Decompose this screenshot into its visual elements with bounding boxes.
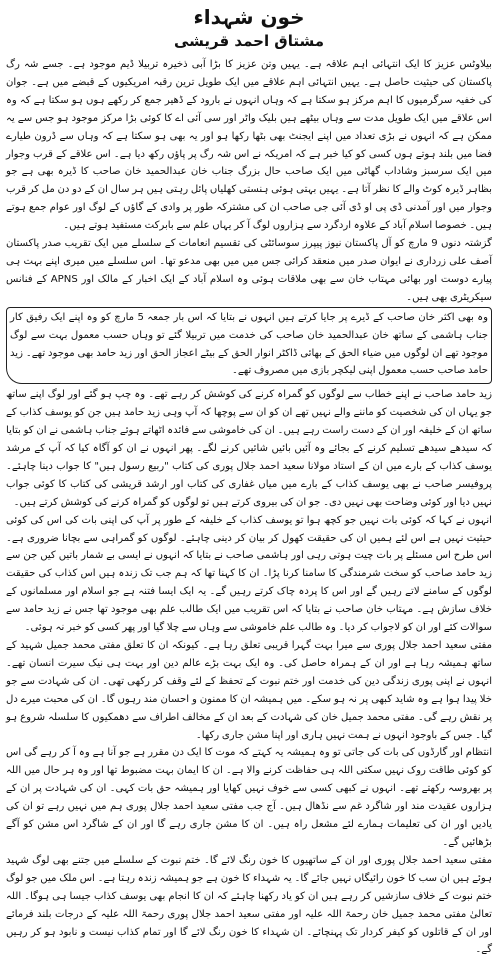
boxed-highlight	[6, 307, 492, 385]
article-title: خون شہداء	[193, 5, 305, 29]
paragraph-conclusion: مفتی سعید احمد جلال پوری اور ان کے ساتھیوں کا خون رنگ لائے گا۔ ختم نبوت کے سلسلے میں جتنے بھی لوگ شہید ہوئے ہیں ان سب کا خون رائیگاں نہیں جائے گا۔ یہ شہداء کا خون ہے جو ہمیشہ زندہ رہتا ہے۔ اس ملک میں جو لوگ ختم نبوت کے خلاف سازشیں کر رہے ہیں ان کو یاد رکھنا چاہئے کہ ان کا انجام بھی یوسف کذاب جیسا ہی ہوگا۔ اللہ تعالیٰ مفتی محمد جمیل خان رحمۃ اللہ علیہ اور مفتی سعید احمد جلال پوری رحمۃ اللہ علیہ کے درجات بلند فرمائے اور ان کے قاتلوں کو کیفر کردار تک پہنچائے۔ ان شہداء کا خون رنگ لائے گا اور تمام کذاب نیست و نابود ہو کر رہیں گے۔	[6, 854, 492, 956]
paragraph-exposure: انہوں نے کہا کہ کوئی بات نہیں جو کچھ ہوا تو یوسف کذاب کے خلیفہ کے طور پر آپ کی اپنی بات کی اس کی کوئی حیثیت نہیں ہے اس لئے ہمیں ان کی حقیقت کھول کر بیان کر دینی چاہئے۔ لوگوں کو گمراہی سے بچانا ضروری ہے۔ اس طرح اس مسئلے پر بات چیت ہوتی رہی اور ہاشمی صاحب نے بتایا کہ انہوں نے ایسی بے شمار باتیں کیں جن سے زید حامد صاحب کو سخت شرمندگی کا سامنا کرنا پڑا۔ ان کا کہنا تھا کہ ہم جب تک زندہ ہیں اس کذاب کی حقیقت لوگوں کے سامنے لاتے رہیں گے اور اس کا پردہ چاک کرتے رہیں گے۔ یہ ایک ایسا فتنہ ہے جو اسلام اور مسلمانوں کے خلاف سازش ہے۔ مہتاب خان صاحب نے بتایا کہ اس تقریب میں ایک طالب علم بھی موجود تھا جس نے زید حامد سے سوالات کئے اور ان کو لاجواب کر دیا۔ وہ طالب علم خاموشی سے وہاں سے چلا گیا اور پھر کسی کو خبر نہ ہوئی۔	[6, 514, 492, 634]
article-column	[6, 4, 492, 956]
paragraph-mufti-relationship: مفتی سعید احمد جلال پوری سے میرا بہت گہرا قریبی تعلق رہا ہے۔ کیونکہ ان کا تعلق مفتی محمد جمیل شہید کے ساتھ ہمیشہ رہا ہے اور ان کے ہمراہ حاصل کی۔ وہ ایک بہت بڑے عالم دین اور بہت ہی نیک سیرت انسان تھے۔ انہوں نے اپنی پوری زندگی دین کی خدمت اور ختم نبوت کے تحفظ کے لئے وقف کر رکھی تھی۔ ان کی شہادت سے جو خلا پیدا ہوا ہے وہ شاید کبھی پر نہ ہو سکے۔ میں ہمیشہ ان کا ممنون و احسان مند رہوں گا۔ ان کی محبت میرے دل پر نقش رہے گی۔ مفتی محمد جمیل خان کی شہادت کے بعد ان کے مخالف اطراف سے دھمکیوں کا سلسلہ شروع ہو گیا۔ جس کے باوجود انہوں نے ہمت نہیں ہاری اور اپنا مشن جاری رکھا۔	[6, 640, 492, 741]
paragraph-faith: انتظام اور گارڈوں کی بات کی جاتی تو وہ ہمیشہ یہ کہتے کہ موت کا ایک دن مقرر ہے جو آنا ہے وہ آ کر رہے گی اس کو کوئی طاقت روک نہیں سکتی اللہ ہی حفاظت کرنے والا ہے۔ ان کا ایمان بہت مضبوط تھا اور وہ ہر حال میں اللہ پر بھروسہ رکھتے تھے۔ انہوں نے کبھی کسی سے خوف نہیں کھایا اور ہمیشہ حق بات کہی۔ ان کی شہادت پر ان کے ہزاروں عقیدت مند اور شاگرد غم سے نڈھال ہیں۔ آج جب مفتی سعید احمد جلال پوری ہم میں نہیں رہے تو ان کی یادیں اور ان کی تعلیمات ہمارے لئے مشعل راہ ہیں۔ ان کا مشن جاری رہے گا اور ان کے شاگرد اس مشن کو آگے بڑھائیں گے۔	[6, 747, 492, 848]
paragraph-apns-event: گزشتہ دنوں 9 مارچ کو آل پاکستان نیوز پیپرز سوسائٹی کی تقسیم انعامات کے سلسلے میں ایک تقریب صدر پاکستان آصف علی زرداری نے ایوان صدر میں منعقد کرائی جس میں میں بھی مدعو تھا۔ اس سلسلے میں میری اپنے بہت ہی پیارے دوست اور بھائی مہتاب خان سے بھی ملاقات ہوئی وہ اسلام آباد کے ایک اخبار کے مالک اور APNS کے فنانس سیکریٹری بھی ہیں۔	[6, 238, 492, 303]
paragraph-boxed-account: وہ بھی اکثر خان صاحب کے ڈیرے پر جایا کرتے ہیں انہوں نے بتایا کہ اس بار جمعہ 5 مارچ کو وہ اپنے ایک رفیق کار جناب ہاشمی کے ساتھ خان عبدالحمید خان صاحب کی خدمت میں تربیلا گئے تو وہاں حسب معمول بہت سے لوگ موجود تھے ان لوگوں میں ضیاء الحق کے بھائی ڈاکٹر انوار الحق کے بیٹے اعجاز الحق اور زید حامد بھی موجود تھے۔ زید حامد صاحب حسب معمول اپنی لیکچر بازی میں مصروف تھے۔	[10, 311, 488, 377]
paragraph-discussion: زید حامد صاحب نے اپنے خطاب سے لوگوں کو گمراہ کرنے کی کوشش کر رہے تھے۔ وہ چپ ہو گئے اور لوگ اپنے ساتھ جو یہاں ان کی شخصیت کو ماننے والے نہیں تھے ان کو ان سے پوچھا کہ آپ وہی زید حامد ہیں جن کو یوسف کذاب کے ساتھ ان کے خلیفہ اور ان کے دست راست رہے ہیں۔ ان کی خاموشی سے فائدہ اٹھاتے ہوئے جناب ہاشمی نے ان کو بتایا کہ سیدھے سیدھے تسلیم کرنے کے بجائے وہ آئیں بائیں شائیں کرنے لگے۔ پھر انہوں نے ان کو آگاہ کیا کہ آپ کے مرشد یوسف کذاب کے بارے میں ان کے استاد مولانا سعید احمد جلال پوری کی کتاب "ربیع رسول ہیں" کا جواب دینا چاہئے۔ پروفیسر صاحب نے بھی یوسف کذاب کے بارے میں میاں غفاری کی کتاب اور ارشد قریشی کی کتاب کا کوئی جواب نہیں دیا اور کوئی وضاحت بھی نہیں دی۔ جو ان کی بیروی کرتے ہیں تو لوگوں کو گمراہ کرنے کی کوشش کرتے ہیں۔	[6, 389, 492, 508]
paragraph-intro: بیلاوٹس عزیز کا ایک انتہائی اہم علاقہ ہے۔ یہیں وتن عزیز کا بڑا آبی ذخیرہ تربیلا ڈیم موجود ہے۔ جسے شہ رگ پاکستان کی حیثیت حاصل ہے۔ یہیں انتہائی اہم علاقے میں ایک طویل ترین رقبہ امریکیوں کے قبضے میں ہے۔ جوان کی خفیہ سرگرمیوں کا اہم مرکز ہو سکتا ہے کہ وہاں انہوں نے بارود کے ڈھیر جمع کر رکھے ہوں ہو سکتا ہے کہ وہ اس علاقے میں ایک طویل مدت سے وہاں بیٹھے ہیں بلیک واٹر اور سی آئی اے کا کوئی بڑا مرکز موجود ہو جس سے یہ ممکن ہے کہ انہوں نے بڑی تعداد میں اپنے ایجنٹ بھی بٹھا رکھا ہو اور یہ بھی ہو سکتا ہے کہ وہاں سے ڈرون طیارے فضا میں بلند ہوتے ہوں کسی کو کیا خبر ہے کہ امریکہ نے اس شہ رگ پر پاؤں رکھ دیا ہے۔ اس علاقے کے قرب وجوار میں ایک سرسبز وشاداب گھاٹی میں ایک صاحب حال بزرگ جناب خان عبدالحمید خان صاحب کا ڈیرہ بھی ہے جو بظاہر ڈیرہ کوٹ والے کا نظر آتا ہے۔ یہیں بہتی ہوئی ہنستی کھلیاں پائل رہتی ہیں ہر سال ان کے دو دن مل کر قرب وجوار میں اور آمدنی ڈی پی او ڈی آئی جی صاحب ان کی مشترکہ طور پر وادی کے گاؤں کے لوگ اور عوام جمع ہوتے ہیں۔ خصوصا اسلام آباد کے علاوہ اردگرد سے ہزاروں لوگ آ کر یہاں علم سے بابرکت مستفید ہوتے ہیں۔	[6, 59, 492, 232]
author-byline: مشتاق احمد قریشی	[173, 32, 325, 50]
